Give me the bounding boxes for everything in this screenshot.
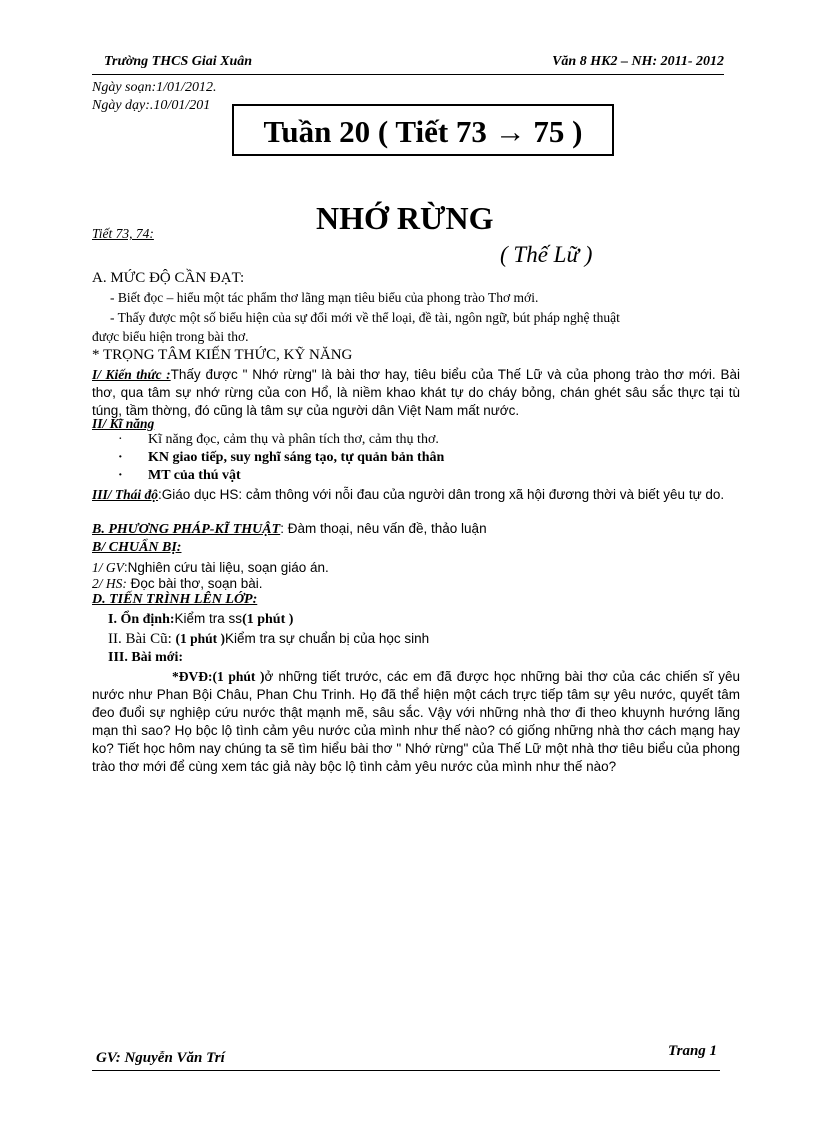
lesson-author: ( Thế Lữ ) [500, 242, 593, 267]
section-a-heading: A. MỨC ĐỘ CẦN ĐẠT: [92, 270, 245, 286]
course-info: Văn 8 HK2 – NH: 2011- 2012 [552, 54, 724, 69]
step-1-label: I. Ổn định: [108, 612, 175, 627]
taught-date: Ngày dạy:.10/01/201 [92, 98, 211, 113]
header-rule [92, 74, 724, 75]
lesson-periods: Tiết 73, 74: [92, 226, 154, 241]
step-3-label: III. Bài mới: [108, 650, 184, 665]
prep-hs [92, 576, 263, 592]
attitude-text: :Giáo dục HS: cảm thông với nỗi đau của người dân trong xã hội đương thời và biết yêu tự do. [158, 487, 725, 502]
intro-text: ở những tiết trước, các em đã được học những bài thơ của các chiến sĩ yêu nước như Phan Bội Châu, Phan Chu Trinh. Họ đã thể hiện một cách trực tiếp tâm sự yêu nước, quyết tâm đeo đuổi sự nghiệp cứu nước thật mạnh mẽ, sâu sắc. Vậy với những nhà thơ đi theo khuynh hướng lãng mạn thì sao? Họ bộc lộ tình cảm yêu nước của mình như thế nào? có giống những nhà thơ cách mạng hay ko? Tiết học hôm nay chúng ta sẽ tìm hiểu bài thơ " Nhớ rừng" của Thế Lữ một nhà thơ tiêu biểu của phong trào thơ mới để cùng xem tác giả này bộc lộ tình cảm yêu nước của mình như thế nào? [92, 669, 740, 774]
teacher-name: GV: Nguyễn Văn Trí [96, 1050, 225, 1066]
skills-label: II/ Kĩ năng [92, 416, 155, 431]
step-2 [108, 631, 429, 648]
section-b-text: : Đàm thoại, nêu vấn đề, thảo luận [280, 521, 487, 536]
intro-label: *ĐVĐ: [172, 669, 213, 684]
intro-paragraph [92, 668, 740, 776]
knowledge-label: I/ Kiến thức : [92, 367, 171, 382]
prep-heading: B/ CHUẨN BỊ: [92, 540, 182, 555]
knowledge-paragraph [92, 366, 740, 420]
attitude-paragraph [92, 486, 740, 504]
skill-text: Kĩ năng đọc, cảm thụ và phân tích thơ, cảm thụ thơ. [148, 432, 439, 447]
section-d-heading: D. TIẾN TRÌNH LÊN LỚP: [92, 592, 258, 607]
prep-gv [92, 560, 329, 576]
step-2-time: (1 phút ) [175, 631, 226, 646]
page-number: Trang 1 [668, 1043, 718, 1059]
step-1 [108, 611, 293, 628]
prepared-date: Ngày soạn:1/01/2012. [92, 80, 217, 95]
week-title-box [232, 104, 614, 156]
footer-rule [92, 1070, 720, 1071]
prep-hs-label: 2/ HS: [92, 576, 127, 591]
section-b [92, 521, 487, 538]
prep-hs-text: Đọc bài thơ, soạn bài. [126, 576, 263, 591]
step-2-text: Kiểm tra sự chuẩn bị của học sinh [225, 631, 430, 646]
section-b-heading: B. PHƯƠNG PHÁP-KĨ THUẬT [92, 522, 281, 537]
attitude-label: III/ Thái độ [92, 487, 159, 502]
school-name: Trường THCS Giai Xuân [104, 54, 253, 69]
prep-gv-text: :Nghiên cứu tài liệu, soạn giáo án. [123, 560, 329, 575]
step-2-label: II. Bài Cũ: [108, 631, 172, 647]
skill-text: MT của thú vật [148, 468, 241, 483]
skill-item: · MT của thú vật [118, 468, 241, 483]
skill-item: · KN giao tiếp, suy nghĩ sáng tạo, tự quản bản thân [118, 450, 445, 465]
intro-time: (1 phút ) [212, 669, 265, 684]
focus-heading: * TRỌNG TÂM KIẾN THỨC, KỸ NĂNG [92, 347, 353, 363]
section-a-item: - Biết đọc – hiểu một tác phẩm thơ lãng mạn tiêu biểu của phong trào Thơ mới. [110, 290, 539, 305]
skill-text: KN giao tiếp, suy nghĩ sáng tạo, tự quản bản thân [148, 450, 445, 465]
prep-gv-label: 1/ GV [92, 560, 124, 575]
week-title: Tuần 20 ( Tiết 73 → 75 ) [263, 114, 583, 149]
lesson-title: NHỚ RỪNG [316, 200, 494, 236]
section-a-item: được biểu hiện trong bài thơ. [92, 329, 249, 344]
knowledge-text: Thấy được " Nhớ rừng" là bài thơ hay, tiêu biểu của Thế Lữ và của phong trào thơ mới. Bài thơ, qua tâm sự nhớ rừng của con Hổ, là niềm khao khát tự do cháy bỏng, chán ghét sâu sắc thực tại tù túng, tầm thờng, đó cũng là tâm sự của người dân Việt Nam mất nước. [92, 367, 740, 418]
section-a-item: - Thấy được một số biểu hiện của sự đổi mới về thể loại, đề tài, ngôn ngữ, bút pháp nghệ thuật [110, 310, 620, 325]
skill-item: · Kĩ năng đọc, cảm thụ và phân tích thơ, cảm thụ thơ. [118, 432, 439, 447]
step-1-text: Kiểm tra ss [174, 611, 243, 626]
step-1-time: (1 phút ) [242, 612, 294, 627]
